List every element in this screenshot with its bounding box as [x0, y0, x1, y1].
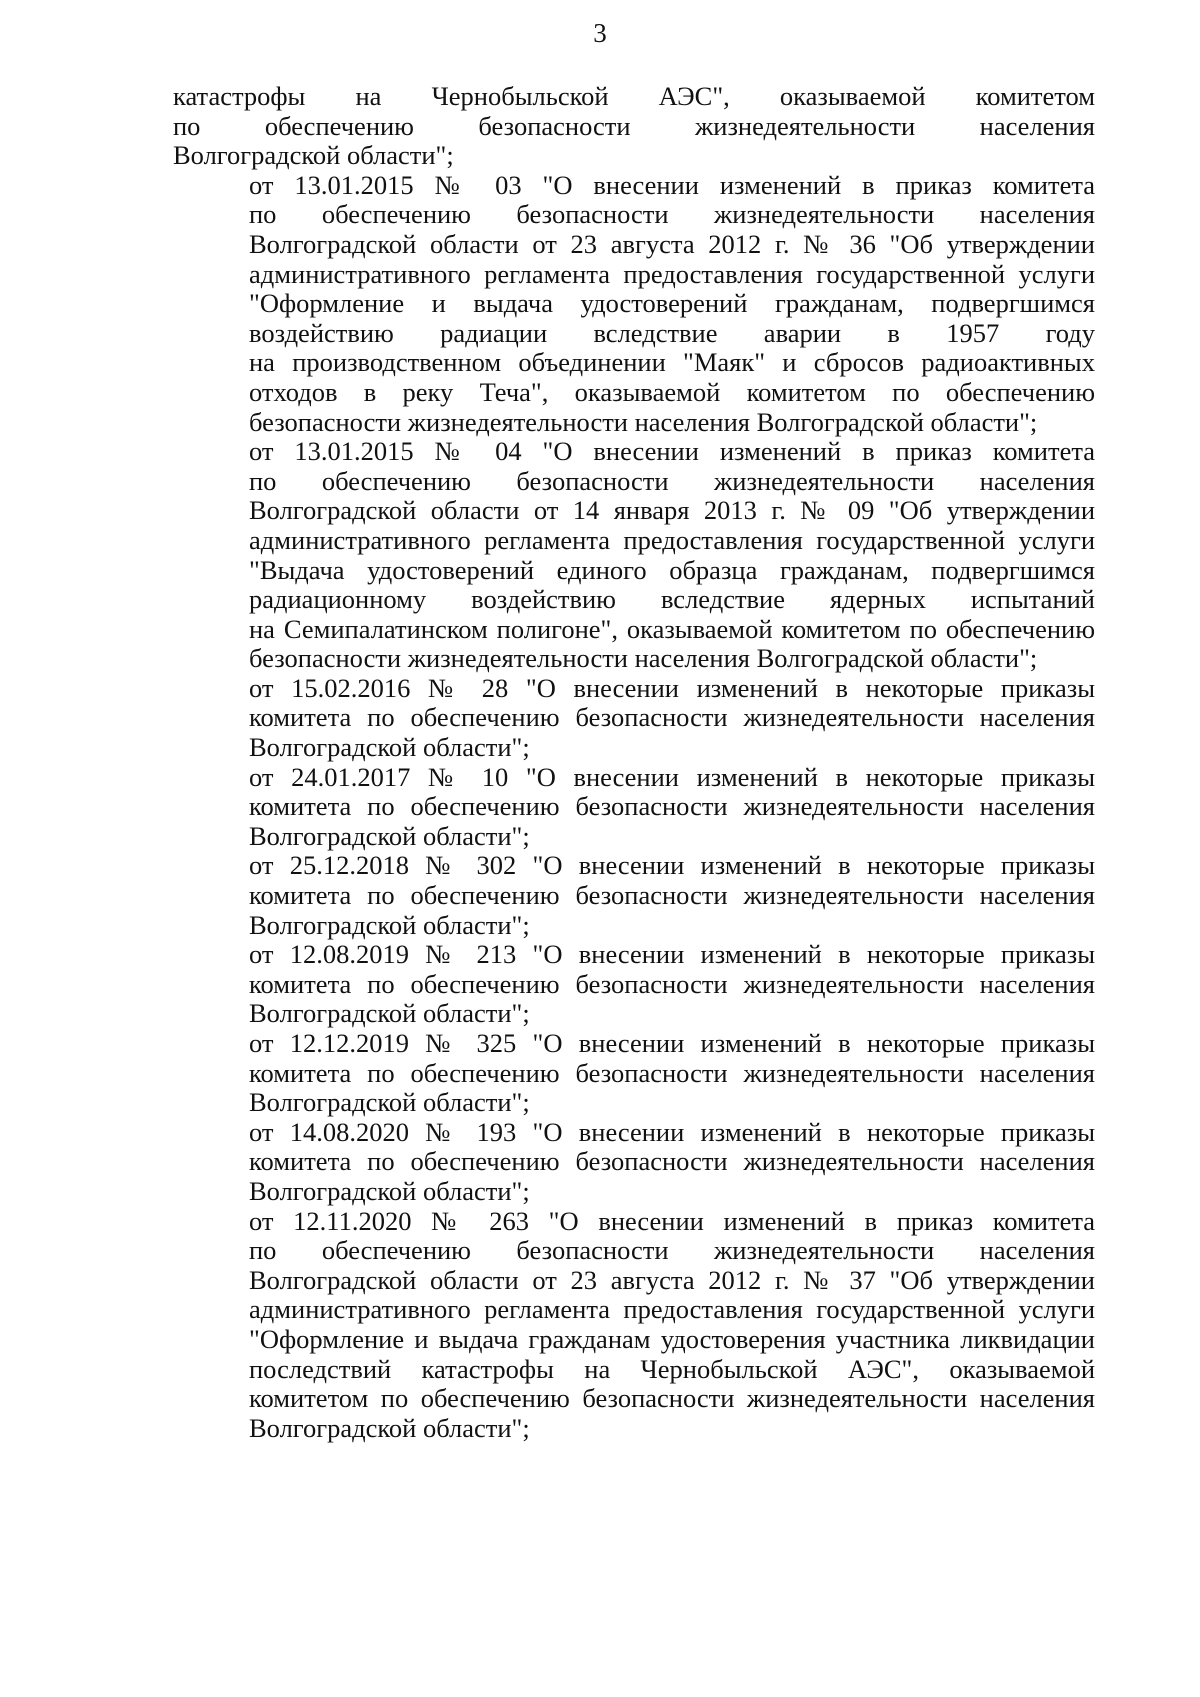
- paragraph-line: на Семипалатинском полигоне", оказываемой комитетом по обеспечению: [249, 613, 1095, 644]
- paragraph-line: по обеспечению безопасности жизнедеятельности населения: [173, 110, 1095, 141]
- paragraph-line: воздействию радиации вследствие аварии в 1957 году: [249, 317, 1095, 348]
- paragraph-line: "Оформление и выдача гражданам удостоверения участника ликвидации: [249, 1323, 1095, 1354]
- document-paragraph: [173, 674, 1095, 763]
- document-paragraph: [173, 1207, 1095, 1444]
- document-paragraph: [173, 82, 1095, 171]
- paragraph-line: комитета по обеспечению безопасности жизнедеятельности населения: [249, 880, 1095, 911]
- paragraph-line: Волгоградской области";: [249, 1175, 530, 1206]
- paragraph-line: отходов в реку Теча", оказываемой комитетом по обеспечению: [249, 376, 1095, 407]
- paragraph-line: административного регламента предоставления государственной услуги: [249, 258, 1095, 289]
- document-paragraph: [173, 940, 1095, 1029]
- paragraph-line: катастрофы на Чернобыльской АЭС", оказываемой комитетом: [173, 81, 1095, 111]
- paragraph-line: последствий катастрофы на Чернобыльской АЭС", оказываемой: [249, 1353, 1095, 1384]
- paragraph-line: Волгоградской области";: [249, 1412, 530, 1443]
- document-paragraph: [173, 437, 1095, 674]
- paragraph-line: комитета по обеспечению безопасности жизнедеятельности населения: [249, 968, 1095, 999]
- paragraph-line: от 14.08.2020 № 193 "О внесении изменений в некоторые приказы: [249, 1116, 1095, 1147]
- paragraph-line: комитета по обеспечению безопасности жизнедеятельности населения: [249, 702, 1095, 733]
- paragraph-line: безопасности жизнедеятельности населения Волгоградской области";: [249, 643, 1038, 674]
- document-paragraph: [173, 851, 1095, 940]
- paragraph-line: Волгоградской области";: [249, 732, 530, 763]
- paragraph-line: от 13.01.2015 № 03 "О внесении изменений в приказ комитета: [249, 169, 1095, 200]
- paragraph-line: от 12.08.2019 № 213 "О внесении изменений в некоторые приказы: [249, 939, 1095, 970]
- paragraph-line: радиационному воздействию вследствие ядерных испытаний: [249, 584, 1095, 615]
- document-paragraph: [173, 1118, 1095, 1207]
- document-paragraph: [173, 763, 1095, 852]
- paragraph-line: комитетом по обеспечению безопасности жизнедеятельности населения: [249, 1383, 1095, 1414]
- paragraph-line: Волгоградской области";: [249, 909, 530, 940]
- paragraph-line: от 12.12.2019 № 325 "О внесении изменений в некоторые приказы: [249, 1028, 1095, 1058]
- paragraph-line: от 15.02.2016 № 28 "О внесении изменений в некоторые приказы: [249, 672, 1095, 703]
- paragraph-line: безопасности жизнедеятельности населения Волгоградской области";: [249, 406, 1038, 437]
- paragraph-line: от 24.01.2017 № 10 "О внесении изменений в некоторые приказы: [249, 761, 1095, 792]
- paragraph-line: от 13.01.2015 № 04 "О внесении изменений в приказ комитета: [249, 436, 1095, 467]
- paragraph-line: Волгоградской области от 14 января 2013 г. № 09 "Об утверждении: [249, 495, 1095, 526]
- paragraph-line: от 12.11.2020 № 263 "О внесении изменений в приказ комитета: [249, 1205, 1095, 1236]
- paragraph-line: Волгоградской области от 23 августа 2012 г. № 36 "Об утверждении: [249, 228, 1095, 259]
- paragraph-line: Волгоградской области";: [249, 1087, 530, 1118]
- document-body: [173, 82, 1095, 1443]
- paragraph-line: по обеспечению безопасности жизнедеятельности населения: [249, 1235, 1095, 1266]
- paragraph-line: Волгоградской области";: [173, 140, 454, 171]
- document-paragraph: [173, 171, 1095, 437]
- paragraph-line: "Выдача удостоверений единого образца гражданам, подвергшимся: [249, 554, 1095, 585]
- document-paragraph: [173, 1029, 1095, 1118]
- paragraph-line: комитета по обеспечению безопасности жизнедеятельности населения: [249, 1146, 1095, 1177]
- paragraph-line: "Оформление и выдача удостоверений гражданам, подвергшимся: [249, 288, 1095, 319]
- paragraph-line: административного регламента предоставления государственной услуги: [249, 524, 1095, 555]
- paragraph-line: на производственном объединении "Маяк" и сбросов радиоактивных: [249, 347, 1095, 378]
- paragraph-line: от 25.12.2018 № 302 "О внесении изменений в некоторые приказы: [249, 850, 1095, 881]
- paragraph-line: Волгоградской области от 23 августа 2012 г. № 37 "Об утверждении: [249, 1264, 1095, 1295]
- paragraph-line: Волгоградской области";: [249, 820, 530, 851]
- paragraph-line: комитета по обеспечению безопасности жизнедеятельности населения: [249, 791, 1095, 822]
- paragraph-line: комитета по обеспечению безопасности жизнедеятельности населения: [249, 1057, 1095, 1088]
- paragraph-line: по обеспечению безопасности жизнедеятельности населения: [249, 465, 1095, 496]
- paragraph-line: Волгоградской области";: [249, 998, 530, 1029]
- page-number: 3: [593, 18, 607, 48]
- paragraph-line: административного регламента предоставления государственной услуги: [249, 1294, 1095, 1325]
- paragraph-line: по обеспечению безопасности жизнедеятельности населения: [249, 199, 1095, 230]
